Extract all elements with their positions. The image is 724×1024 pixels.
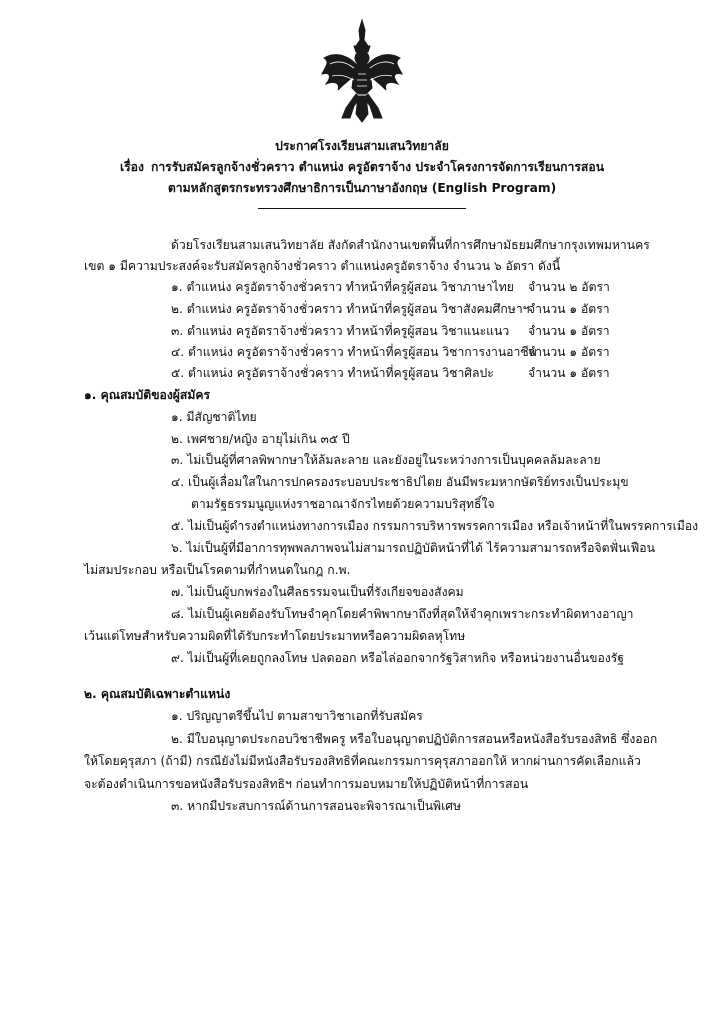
subject-label: เรื่อง (119, 160, 144, 174)
position-qty-3: จำนวน ๑ อัตรา (528, 324, 610, 338)
subject-text-line1: การรับสมัครลูกจ้างชั่วคราว ตำแหน่ง ครูอัตราจ้าง ประจำโครงการจัดการเรียนการสอน (150, 160, 605, 174)
section1-item-2: ๒. เพศชาย/หญิง อายุไม่เกิน ๓๕ ปี (171, 432, 350, 446)
section2-item-2-line1: ๒. มีใบอนุญาตประกอบวิชาชีพครู หรือใบอนุญาตปฏิบัติการสอนหรือหนังสือรับรองสิทธิ ซึ่งออก (171, 732, 658, 746)
intro-line1: ด้วยโรงเรียนสามเสนวิทยาลัย สังกัดสำนักงานเขตพื้นที่การศึกษามัธยมศึกษากรุงเทพมหานคร (171, 238, 650, 252)
section2-item-3: ๓. หากมีประสบการณ์ด้านการสอนจะพิจารณาเป็นพิเศษ (171, 799, 462, 813)
position-qty-5: จำนวน ๑ อัตรา (528, 366, 610, 380)
section1-item-1: ๑. มีสัญชาติไทย (171, 410, 257, 424)
position-item-3: ๓. ตำแหน่ง ครูอัตราจ้างชั่วคราว ทำหน้าที่ครูผู้สอน วิชาแนะแนว (171, 324, 510, 338)
subject-line (0, 159, 724, 175)
position-item-4: ๔. ตำแหน่ง ครูอัตราจ้างชั่วคราว ทำหน้าที่ครูผู้สอน วิชาการงานอาชีพ (171, 345, 537, 359)
section2-heading: ๒. คุณสมบัติเฉพาะตำแหน่ง (84, 687, 231, 701)
section2-item-1: ๑. ปริญญาตรีขึ้นไป ตามสาขาวิชาเอกที่รับสมัคร (171, 709, 423, 723)
document-title: ประกาศโรงเรียนสามเสนวิทยาลัย (275, 139, 449, 153)
garuda-emblem-icon (320, 18, 404, 124)
position-qty-4: จำนวน ๑ อัตรา (528, 345, 610, 359)
section1-heading: ๑. คุณสมบัติของผู้สมัคร (84, 388, 211, 402)
intro-line2: เขต ๑ มีความประสงค์จะรับสมัครลูกจ้างชั่วคราว ตำแหน่งครูอัตราจ้าง จำนวน ๖ อัตรา ดังนี้ (84, 259, 561, 273)
section1-item-8-line1: ๘. ไม่เป็นผู้เคยต้องรับโทษจำคุกโดยคำพิพากษาถึงที่สุดให้จำคุกเพราะกระทำผิดทางอาญา (171, 607, 634, 621)
position-item-1: ๑. ตำแหน่ง ครูอัตราจ้างชั่วคราว ทำหน้าที่ครูผู้สอน วิชาภาษาไทย (171, 280, 514, 294)
position-item-5: ๕. ตำแหน่ง ครูอัตราจ้างชั่วคราว ทำหน้าที่ครูผู้สอน วิชาศิลปะ (171, 366, 494, 380)
section1-item-7: ๗. ไม่เป็นผู้บกพร่องในศีลธรรมจนเป็นที่รังเกียจของสังคม (171, 585, 464, 599)
section1-item-5: ๕. ไม่เป็นผู้ดำรงตำแหน่งทางการเมือง กรรมการบริหารพรรคการเมือง หรือเจ้าหน้าที่ในพรรคการเมือง (171, 519, 699, 533)
section1-item-4-line1: ๔. เป็นผู้เลื่อมใสในการปกครองระบอบประชาธิปไตย อันมีพระมหากษัตริย์ทรงเป็นประมุข (171, 475, 629, 489)
position-qty-1: จำนวน ๒ อัตรา (528, 280, 610, 294)
section1-item-3: ๓. ไม่เป็นผู้ที่ศาลพิพากษาให้ล้มละลาย และยังอยู่ในระหว่างการเป็นบุคคลล้มละลาย (171, 453, 601, 467)
section2-item-2-line3: จะต้องดำเนินการขอหนังสือรับรองสิทธิฯ ก่อนทำการมอบหมายให้ปฏิบัติหน้าที่การสอน (84, 777, 529, 791)
section2-item-2-line2: ให้โดยคุรุสภา (ถ้ามี) กรณียังไม่มีหนังสือรับรองสิทธิที่คณะกรรมการคุรุสภาออกให้ หากผ่านการคัดเลือกแล้ว (84, 754, 641, 768)
section1-item-6-line2: ไม่สมประกอบ หรือเป็นโรคตามที่กำหนดในกฎ ก.พ. (84, 563, 351, 577)
section1-item-4-line2: ตามรัฐธรรมนูญแห่งราชอาณาจักรไทยด้วยความบริสุทธิ์ใจ (191, 497, 495, 511)
position-qty-2: จำนวน ๑ อัตรา (528, 302, 610, 316)
section1-item-8-line2: เว้นแต่โทษสำหรับความผิดที่ได้รับกระทำโดยประมาทหรือความผิดลหุโทษ (84, 629, 466, 643)
subject-text-line2: ตามหลักสูตรกระทรวงศึกษาธิการเป็นภาษาอังกฤษ (English Program) (167, 181, 557, 195)
section1-item-6-line1: ๖. ไม่เป็นผู้ที่มีอาการทุพพลภาพจนไม่สามารถปฏิบัติหน้าที่ได้ ไร้ความสามารถหรือจิตฟั่นเฟือน (171, 541, 655, 555)
section1-item-9: ๙. ไม่เป็นผู้ที่เคยถูกลงโทษ ปลดออก หรือไล่ออกจากรัฐวิสาหกิจ หรือหน่วยงานอื่นของรัฐ (171, 651, 624, 665)
title-divider (258, 208, 466, 209)
position-item-2: ๒. ตำแหน่ง ครูอัตราจ้างชั่วคราว ทำหน้าที่ครูผู้สอน วิชาสังคมศึกษาฯ (171, 302, 530, 316)
